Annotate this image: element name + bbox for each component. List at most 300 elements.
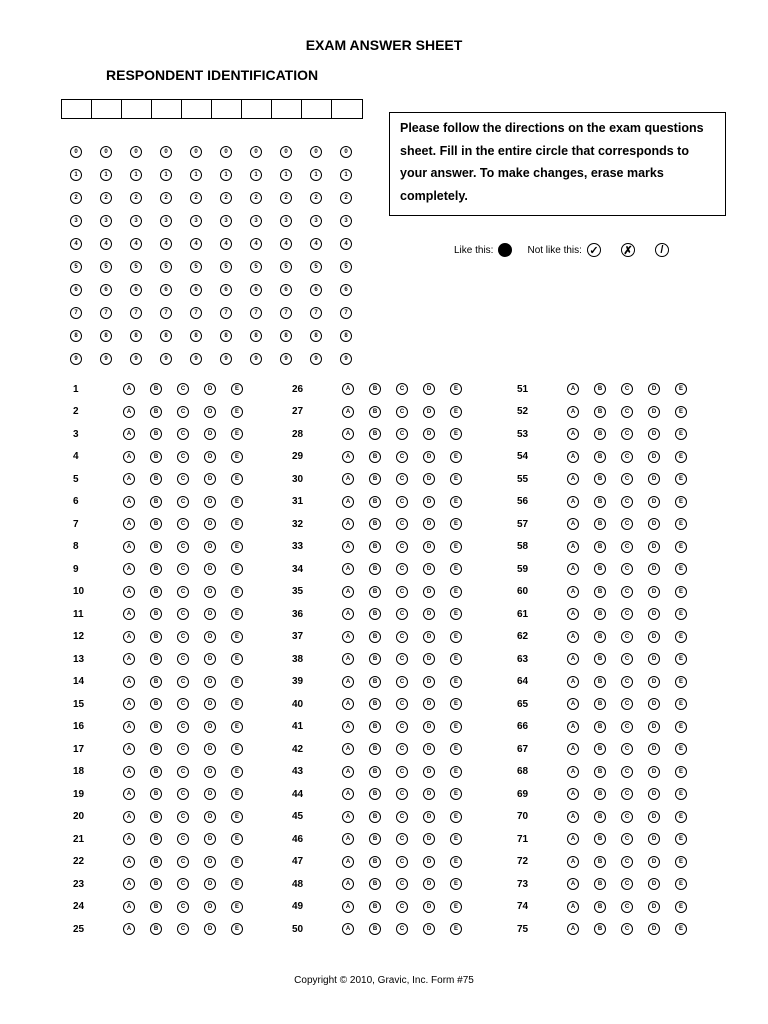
id-digit-bubble[interactable]: 9 bbox=[310, 353, 322, 365]
answer-bubble[interactable]: C bbox=[177, 878, 189, 890]
answer-bubble[interactable]: B bbox=[369, 383, 381, 395]
answer-bubble[interactable]: E bbox=[450, 878, 462, 890]
id-digit-bubble[interactable]: 3 bbox=[100, 215, 112, 227]
id-digit-bubble[interactable]: 4 bbox=[250, 238, 262, 250]
answer-bubble[interactable]: D bbox=[204, 586, 216, 598]
answer-bubble[interactable]: C bbox=[177, 811, 189, 823]
answer-bubble[interactable]: E bbox=[450, 743, 462, 755]
answer-bubble[interactable]: B bbox=[369, 473, 381, 485]
answer-bubble[interactable]: D bbox=[204, 406, 216, 418]
id-digit-bubble[interactable]: 8 bbox=[160, 330, 172, 342]
id-digit-bubble[interactable]: 0 bbox=[250, 146, 262, 158]
id-digit-bubble[interactable]: 1 bbox=[190, 169, 202, 181]
answer-bubble[interactable]: E bbox=[675, 923, 687, 935]
answer-bubble[interactable]: D bbox=[648, 788, 660, 800]
answer-bubble[interactable]: C bbox=[396, 653, 408, 665]
id-digit-bubble[interactable]: 9 bbox=[250, 353, 262, 365]
id-digit-bubble[interactable]: 8 bbox=[280, 330, 292, 342]
answer-bubble[interactable]: E bbox=[675, 631, 687, 643]
answer-bubble[interactable]: E bbox=[450, 833, 462, 845]
answer-bubble[interactable]: E bbox=[450, 766, 462, 778]
answer-bubble[interactable]: E bbox=[231, 383, 243, 395]
answer-bubble[interactable]: E bbox=[231, 428, 243, 440]
id-digit-bubble[interactable]: 1 bbox=[160, 169, 172, 181]
answer-bubble[interactable]: C bbox=[396, 428, 408, 440]
answer-bubble[interactable]: E bbox=[675, 383, 687, 395]
answer-bubble[interactable]: E bbox=[231, 743, 243, 755]
answer-bubble[interactable]: C bbox=[177, 788, 189, 800]
answer-bubble[interactable]: C bbox=[621, 721, 633, 733]
answer-bubble[interactable]: A bbox=[123, 406, 135, 418]
answer-bubble[interactable]: D bbox=[204, 698, 216, 710]
id-digit-bubble[interactable]: 9 bbox=[70, 353, 82, 365]
answer-bubble[interactable]: E bbox=[450, 923, 462, 935]
answer-bubble[interactable]: B bbox=[594, 428, 606, 440]
answer-bubble[interactable]: C bbox=[621, 743, 633, 755]
answer-bubble[interactable]: A bbox=[123, 383, 135, 395]
answer-bubble[interactable]: E bbox=[450, 608, 462, 620]
answer-bubble[interactable]: D bbox=[423, 541, 435, 553]
id-digit-bubble[interactable]: 5 bbox=[250, 261, 262, 273]
id-digit-bubble[interactable]: 2 bbox=[310, 192, 322, 204]
answer-bubble[interactable]: B bbox=[594, 451, 606, 463]
id-digit-bubble[interactable]: 6 bbox=[160, 284, 172, 296]
answer-bubble[interactable]: E bbox=[675, 406, 687, 418]
answer-bubble[interactable]: C bbox=[621, 608, 633, 620]
id-digit-bubble[interactable]: 1 bbox=[310, 169, 322, 181]
answer-bubble[interactable]: E bbox=[675, 496, 687, 508]
id-digit-bubble[interactable]: 2 bbox=[340, 192, 352, 204]
answer-bubble[interactable]: E bbox=[675, 653, 687, 665]
answer-bubble[interactable]: C bbox=[396, 833, 408, 845]
answer-bubble[interactable]: B bbox=[594, 653, 606, 665]
answer-bubble[interactable]: D bbox=[423, 496, 435, 508]
answer-bubble[interactable]: B bbox=[594, 631, 606, 643]
answer-bubble[interactable]: B bbox=[150, 541, 162, 553]
id-digit-bubble[interactable]: 6 bbox=[130, 284, 142, 296]
answer-bubble[interactable]: C bbox=[621, 586, 633, 598]
answer-bubble[interactable]: E bbox=[450, 541, 462, 553]
answer-bubble[interactable]: A bbox=[342, 811, 354, 823]
answer-bubble[interactable]: D bbox=[204, 811, 216, 823]
answer-bubble[interactable]: D bbox=[423, 631, 435, 643]
answer-bubble[interactable]: A bbox=[567, 676, 579, 688]
answer-bubble[interactable]: B bbox=[150, 406, 162, 418]
id-digit-bubble[interactable]: 9 bbox=[190, 353, 202, 365]
answer-bubble[interactable]: B bbox=[150, 833, 162, 845]
answer-bubble[interactable]: A bbox=[123, 586, 135, 598]
answer-bubble[interactable]: E bbox=[675, 901, 687, 913]
answer-bubble[interactable]: B bbox=[369, 586, 381, 598]
id-entry-box[interactable] bbox=[92, 100, 122, 118]
answer-bubble[interactable]: A bbox=[342, 451, 354, 463]
answer-bubble[interactable]: E bbox=[231, 608, 243, 620]
id-digit-bubble[interactable]: 7 bbox=[340, 307, 352, 319]
answer-bubble[interactable]: C bbox=[621, 541, 633, 553]
answer-bubble[interactable]: B bbox=[150, 518, 162, 530]
answer-bubble[interactable]: D bbox=[648, 383, 660, 395]
answer-bubble[interactable]: D bbox=[204, 608, 216, 620]
answer-bubble[interactable]: B bbox=[594, 608, 606, 620]
answer-bubble[interactable]: E bbox=[450, 721, 462, 733]
answer-bubble[interactable]: E bbox=[450, 586, 462, 598]
id-digit-bubble[interactable]: 7 bbox=[190, 307, 202, 319]
answer-bubble[interactable]: E bbox=[675, 518, 687, 530]
answer-bubble[interactable]: B bbox=[369, 788, 381, 800]
id-entry-box[interactable] bbox=[272, 100, 302, 118]
id-digit-bubble[interactable]: 1 bbox=[280, 169, 292, 181]
answer-bubble[interactable]: D bbox=[648, 653, 660, 665]
answer-bubble[interactable]: B bbox=[369, 878, 381, 890]
answer-bubble[interactable]: A bbox=[342, 788, 354, 800]
answer-bubble[interactable]: B bbox=[369, 923, 381, 935]
answer-bubble[interactable]: C bbox=[621, 856, 633, 868]
answer-bubble[interactable]: A bbox=[123, 428, 135, 440]
answer-bubble[interactable]: E bbox=[675, 676, 687, 688]
id-entry-box[interactable] bbox=[182, 100, 212, 118]
answer-bubble[interactable]: D bbox=[204, 496, 216, 508]
answer-bubble[interactable]: B bbox=[369, 406, 381, 418]
answer-bubble[interactable]: D bbox=[423, 473, 435, 485]
answer-bubble[interactable]: A bbox=[567, 901, 579, 913]
id-digit-bubble[interactable]: 6 bbox=[190, 284, 202, 296]
answer-bubble[interactable]: A bbox=[342, 676, 354, 688]
answer-bubble[interactable]: D bbox=[204, 766, 216, 778]
answer-bubble[interactable]: E bbox=[675, 451, 687, 463]
answer-bubble[interactable]: C bbox=[396, 383, 408, 395]
id-digit-bubble[interactable]: 3 bbox=[70, 215, 82, 227]
answer-bubble[interactable]: E bbox=[231, 923, 243, 935]
answer-bubble[interactable]: D bbox=[204, 901, 216, 913]
answer-bubble[interactable]: C bbox=[396, 563, 408, 575]
answer-bubble[interactable]: A bbox=[123, 473, 135, 485]
answer-bubble[interactable]: D bbox=[204, 743, 216, 755]
answer-bubble[interactable]: D bbox=[423, 563, 435, 575]
id-digit-bubble[interactable]: 2 bbox=[190, 192, 202, 204]
answer-bubble[interactable]: E bbox=[450, 811, 462, 823]
answer-bubble[interactable]: C bbox=[177, 766, 189, 778]
answer-bubble[interactable]: D bbox=[204, 563, 216, 575]
answer-bubble[interactable]: A bbox=[123, 788, 135, 800]
id-digit-bubble[interactable]: 6 bbox=[250, 284, 262, 296]
answer-bubble[interactable]: E bbox=[231, 878, 243, 890]
id-digit-bubble[interactable]: 2 bbox=[100, 192, 112, 204]
answer-bubble[interactable]: E bbox=[231, 473, 243, 485]
answer-bubble[interactable]: C bbox=[177, 383, 189, 395]
answer-bubble[interactable]: A bbox=[567, 833, 579, 845]
answer-bubble[interactable]: E bbox=[450, 631, 462, 643]
answer-bubble[interactable]: D bbox=[423, 901, 435, 913]
id-digit-bubble[interactable]: 6 bbox=[340, 284, 352, 296]
answer-bubble[interactable]: A bbox=[342, 406, 354, 418]
id-digit-bubble[interactable]: 3 bbox=[220, 215, 232, 227]
answer-bubble[interactable]: D bbox=[204, 383, 216, 395]
answer-bubble[interactable]: E bbox=[675, 698, 687, 710]
id-digit-bubble[interactable]: 7 bbox=[160, 307, 172, 319]
answer-bubble[interactable]: E bbox=[231, 496, 243, 508]
answer-bubble[interactable]: D bbox=[648, 698, 660, 710]
answer-bubble[interactable]: C bbox=[621, 811, 633, 823]
answer-bubble[interactable]: B bbox=[150, 721, 162, 733]
answer-bubble[interactable]: C bbox=[396, 406, 408, 418]
answer-bubble[interactable]: B bbox=[369, 901, 381, 913]
answer-bubble[interactable]: A bbox=[342, 923, 354, 935]
answer-bubble[interactable]: E bbox=[450, 518, 462, 530]
id-digit-bubble[interactable]: 6 bbox=[280, 284, 292, 296]
answer-bubble[interactable]: C bbox=[177, 473, 189, 485]
answer-bubble[interactable]: B bbox=[369, 496, 381, 508]
answer-bubble[interactable]: A bbox=[567, 721, 579, 733]
answer-bubble[interactable]: E bbox=[450, 428, 462, 440]
answer-bubble[interactable]: A bbox=[567, 766, 579, 778]
answer-bubble[interactable]: A bbox=[567, 541, 579, 553]
answer-bubble[interactable]: D bbox=[423, 856, 435, 868]
id-digit-bubble[interactable]: 8 bbox=[220, 330, 232, 342]
answer-bubble[interactable]: A bbox=[123, 721, 135, 733]
answer-bubble[interactable]: B bbox=[150, 743, 162, 755]
answer-bubble[interactable]: A bbox=[567, 586, 579, 598]
answer-bubble[interactable]: A bbox=[567, 406, 579, 418]
answer-bubble[interactable]: D bbox=[648, 923, 660, 935]
answer-bubble[interactable]: D bbox=[423, 451, 435, 463]
answer-bubble[interactable]: B bbox=[594, 698, 606, 710]
answer-bubble[interactable]: D bbox=[423, 878, 435, 890]
id-digit-bubble[interactable]: 4 bbox=[70, 238, 82, 250]
answer-bubble[interactable]: A bbox=[342, 383, 354, 395]
answer-bubble[interactable]: B bbox=[594, 856, 606, 868]
answer-bubble[interactable]: B bbox=[594, 721, 606, 733]
answer-bubble[interactable]: E bbox=[675, 563, 687, 575]
answer-bubble[interactable]: D bbox=[423, 406, 435, 418]
answer-bubble[interactable]: D bbox=[423, 676, 435, 688]
answer-bubble[interactable]: A bbox=[342, 563, 354, 575]
answer-bubble[interactable]: A bbox=[342, 901, 354, 913]
answer-bubble[interactable]: B bbox=[150, 653, 162, 665]
answer-bubble[interactable]: D bbox=[648, 721, 660, 733]
answer-bubble[interactable]: C bbox=[177, 631, 189, 643]
answer-bubble[interactable]: A bbox=[123, 878, 135, 890]
id-digit-bubble[interactable]: 7 bbox=[130, 307, 142, 319]
answer-bubble[interactable]: A bbox=[567, 608, 579, 620]
id-digit-bubble[interactable]: 6 bbox=[70, 284, 82, 296]
id-digit-bubble[interactable]: 0 bbox=[190, 146, 202, 158]
answer-bubble[interactable]: C bbox=[177, 518, 189, 530]
answer-bubble[interactable]: C bbox=[177, 608, 189, 620]
answer-bubble[interactable]: D bbox=[648, 901, 660, 913]
answer-bubble[interactable]: B bbox=[150, 428, 162, 440]
answer-bubble[interactable]: A bbox=[342, 766, 354, 778]
answer-bubble[interactable]: B bbox=[369, 451, 381, 463]
answer-bubble[interactable]: E bbox=[675, 833, 687, 845]
answer-bubble[interactable]: C bbox=[621, 631, 633, 643]
answer-bubble[interactable]: D bbox=[423, 608, 435, 620]
answer-bubble[interactable]: C bbox=[621, 878, 633, 890]
answer-bubble[interactable]: A bbox=[567, 518, 579, 530]
id-digit-bubble[interactable]: 7 bbox=[280, 307, 292, 319]
answer-bubble[interactable]: E bbox=[231, 811, 243, 823]
answer-bubble[interactable]: B bbox=[150, 608, 162, 620]
id-digit-bubble[interactable]: 5 bbox=[340, 261, 352, 273]
answer-bubble[interactable]: C bbox=[177, 428, 189, 440]
answer-bubble[interactable]: A bbox=[123, 743, 135, 755]
answer-bubble[interactable]: B bbox=[369, 428, 381, 440]
id-digit-bubble[interactable]: 1 bbox=[130, 169, 142, 181]
answer-bubble[interactable]: E bbox=[675, 721, 687, 733]
answer-bubble[interactable]: B bbox=[594, 833, 606, 845]
answer-bubble[interactable]: E bbox=[231, 901, 243, 913]
answer-bubble[interactable]: B bbox=[369, 766, 381, 778]
answer-bubble[interactable]: E bbox=[231, 766, 243, 778]
answer-bubble[interactable]: A bbox=[567, 383, 579, 395]
answer-bubble[interactable]: A bbox=[123, 496, 135, 508]
answer-bubble[interactable]: A bbox=[342, 428, 354, 440]
answer-bubble[interactable]: D bbox=[648, 811, 660, 823]
answer-bubble[interactable]: D bbox=[423, 766, 435, 778]
answer-bubble[interactable]: B bbox=[594, 766, 606, 778]
answer-bubble[interactable]: E bbox=[231, 541, 243, 553]
answer-bubble[interactable]: D bbox=[423, 383, 435, 395]
answer-bubble[interactable]: C bbox=[621, 676, 633, 688]
answer-bubble[interactable]: A bbox=[123, 563, 135, 575]
id-digit-bubble[interactable]: 1 bbox=[250, 169, 262, 181]
answer-bubble[interactable]: B bbox=[594, 586, 606, 598]
answer-bubble[interactable]: D bbox=[648, 743, 660, 755]
answer-bubble[interactable]: B bbox=[150, 473, 162, 485]
answer-bubble[interactable]: C bbox=[621, 406, 633, 418]
answer-bubble[interactable]: C bbox=[621, 473, 633, 485]
id-digit-bubble[interactable]: 0 bbox=[70, 146, 82, 158]
id-digit-bubble[interactable]: 2 bbox=[70, 192, 82, 204]
answer-bubble[interactable]: E bbox=[450, 473, 462, 485]
answer-bubble[interactable]: A bbox=[342, 698, 354, 710]
id-digit-bubble[interactable]: 4 bbox=[310, 238, 322, 250]
answer-bubble[interactable]: A bbox=[567, 428, 579, 440]
id-digit-bubble[interactable]: 3 bbox=[130, 215, 142, 227]
answer-bubble[interactable]: D bbox=[204, 788, 216, 800]
answer-bubble[interactable]: C bbox=[621, 901, 633, 913]
id-digit-bubble[interactable]: 4 bbox=[130, 238, 142, 250]
answer-bubble[interactable]: E bbox=[450, 856, 462, 868]
answer-bubble[interactable]: C bbox=[621, 653, 633, 665]
answer-bubble[interactable]: B bbox=[369, 856, 381, 868]
answer-bubble[interactable]: E bbox=[450, 451, 462, 463]
answer-bubble[interactable]: C bbox=[621, 923, 633, 935]
id-digit-bubble[interactable]: 9 bbox=[100, 353, 112, 365]
answer-bubble[interactable]: A bbox=[123, 653, 135, 665]
answer-bubble[interactable]: D bbox=[648, 878, 660, 890]
answer-bubble[interactable]: A bbox=[567, 788, 579, 800]
answer-bubble[interactable]: C bbox=[177, 653, 189, 665]
answer-bubble[interactable]: B bbox=[150, 383, 162, 395]
answer-bubble[interactable]: A bbox=[567, 698, 579, 710]
id-digit-bubble[interactable]: 9 bbox=[160, 353, 172, 365]
answer-bubble[interactable]: B bbox=[369, 563, 381, 575]
answer-bubble[interactable]: C bbox=[621, 428, 633, 440]
answer-bubble[interactable]: B bbox=[369, 721, 381, 733]
answer-bubble[interactable]: A bbox=[123, 541, 135, 553]
answer-bubble[interactable]: A bbox=[567, 923, 579, 935]
answer-bubble[interactable]: B bbox=[369, 518, 381, 530]
answer-bubble[interactable]: C bbox=[396, 518, 408, 530]
answer-bubble[interactable]: A bbox=[123, 631, 135, 643]
answer-bubble[interactable]: B bbox=[369, 811, 381, 823]
answer-bubble[interactable]: E bbox=[231, 721, 243, 733]
answer-bubble[interactable]: C bbox=[396, 811, 408, 823]
id-digit-bubble[interactable]: 4 bbox=[280, 238, 292, 250]
id-digit-bubble[interactable]: 3 bbox=[340, 215, 352, 227]
answer-bubble[interactable]: B bbox=[594, 676, 606, 688]
id-digit-bubble[interactable]: 2 bbox=[280, 192, 292, 204]
answer-bubble[interactable]: E bbox=[231, 676, 243, 688]
answer-bubble[interactable]: A bbox=[567, 496, 579, 508]
answer-bubble[interactable]: B bbox=[369, 698, 381, 710]
id-digit-bubble[interactable]: 1 bbox=[70, 169, 82, 181]
answer-bubble[interactable]: C bbox=[396, 901, 408, 913]
answer-bubble[interactable]: B bbox=[594, 788, 606, 800]
answer-bubble[interactable]: C bbox=[177, 586, 189, 598]
id-digit-bubble[interactable]: 6 bbox=[310, 284, 322, 296]
answer-bubble[interactable]: C bbox=[621, 563, 633, 575]
id-digit-bubble[interactable]: 7 bbox=[70, 307, 82, 319]
answer-bubble[interactable]: A bbox=[567, 563, 579, 575]
answer-bubble[interactable]: C bbox=[396, 586, 408, 598]
answer-bubble[interactable]: D bbox=[648, 451, 660, 463]
answer-bubble[interactable]: E bbox=[450, 653, 462, 665]
answer-bubble[interactable]: C bbox=[621, 766, 633, 778]
answer-bubble[interactable]: C bbox=[177, 451, 189, 463]
answer-bubble[interactable]: B bbox=[369, 653, 381, 665]
answer-bubble[interactable]: C bbox=[396, 743, 408, 755]
answer-bubble[interactable]: B bbox=[594, 923, 606, 935]
answer-bubble[interactable]: C bbox=[396, 788, 408, 800]
answer-bubble[interactable]: A bbox=[342, 518, 354, 530]
answer-bubble[interactable]: C bbox=[396, 923, 408, 935]
answer-bubble[interactable]: C bbox=[177, 563, 189, 575]
answer-bubble[interactable]: D bbox=[204, 541, 216, 553]
answer-bubble[interactable]: C bbox=[396, 473, 408, 485]
id-digit-bubble[interactable]: 4 bbox=[160, 238, 172, 250]
answer-bubble[interactable]: C bbox=[396, 496, 408, 508]
answer-bubble[interactable]: B bbox=[150, 923, 162, 935]
answer-bubble[interactable]: D bbox=[423, 833, 435, 845]
answer-bubble[interactable]: E bbox=[231, 631, 243, 643]
answer-bubble[interactable]: A bbox=[342, 653, 354, 665]
answer-bubble[interactable]: E bbox=[231, 788, 243, 800]
answer-bubble[interactable]: A bbox=[567, 451, 579, 463]
answer-bubble[interactable]: E bbox=[675, 878, 687, 890]
id-digit-bubble[interactable]: 2 bbox=[220, 192, 232, 204]
id-digit-bubble[interactable]: 1 bbox=[220, 169, 232, 181]
answer-bubble[interactable]: E bbox=[231, 698, 243, 710]
id-digit-bubble[interactable]: 3 bbox=[280, 215, 292, 227]
answer-bubble[interactable]: B bbox=[594, 496, 606, 508]
id-digit-bubble[interactable]: 3 bbox=[310, 215, 322, 227]
answer-bubble[interactable]: D bbox=[648, 428, 660, 440]
answer-bubble[interactable]: C bbox=[396, 631, 408, 643]
answer-bubble[interactable]: E bbox=[675, 743, 687, 755]
id-digit-bubble[interactable]: 6 bbox=[220, 284, 232, 296]
id-digit-bubble[interactable]: 3 bbox=[250, 215, 262, 227]
id-digit-bubble[interactable]: 7 bbox=[250, 307, 262, 319]
answer-bubble[interactable]: D bbox=[423, 788, 435, 800]
answer-bubble[interactable]: B bbox=[150, 856, 162, 868]
answer-bubble[interactable]: D bbox=[423, 811, 435, 823]
answer-bubble[interactable]: A bbox=[342, 743, 354, 755]
answer-bubble[interactable]: D bbox=[204, 878, 216, 890]
answer-bubble[interactable]: C bbox=[621, 496, 633, 508]
id-digit-bubble[interactable]: 4 bbox=[220, 238, 232, 250]
answer-bubble[interactable]: E bbox=[231, 586, 243, 598]
